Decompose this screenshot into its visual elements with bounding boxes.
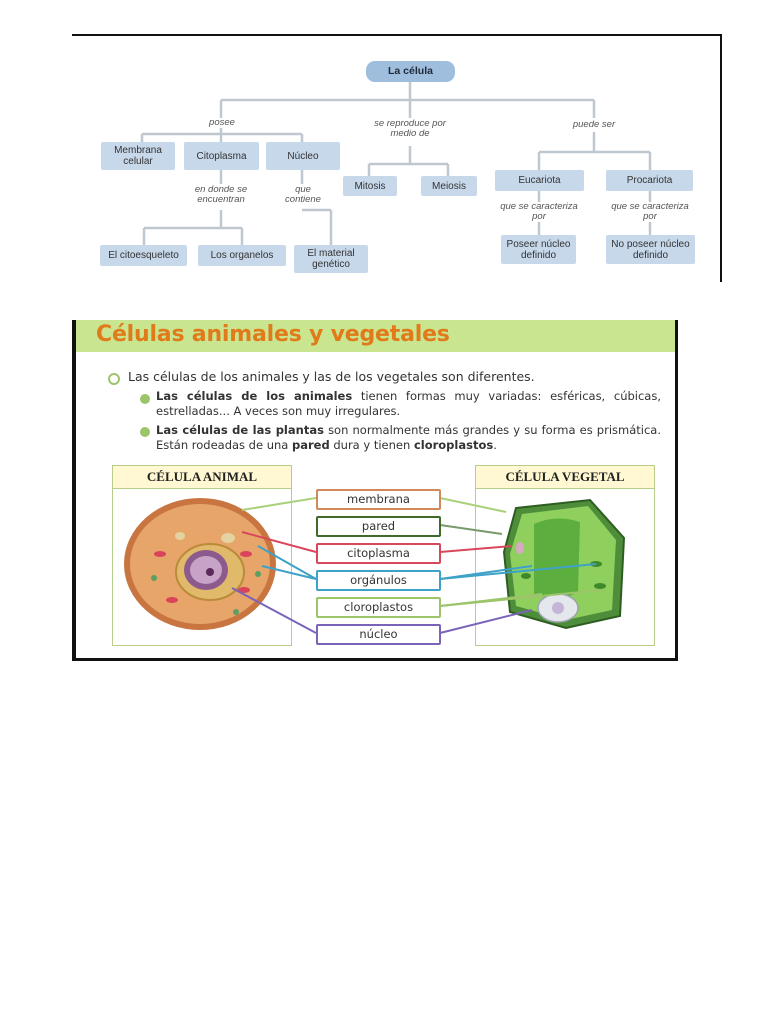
concept-map <box>72 34 724 284</box>
bullet-animals-bold: Las células de los animales <box>156 389 353 403</box>
bullet-plants-end: . <box>493 437 497 452</box>
label-organulos <box>316 570 441 591</box>
label-pared-text: pared <box>361 519 396 533</box>
node-citoplasma: Citoplasma <box>184 142 259 170</box>
node-membrana-celular: Membrana celular <box>101 142 175 170</box>
bullet-plants-text-2: dura y tienen <box>329 437 414 452</box>
link-que-se-caracteriza-1: que se caracteriza por <box>497 202 581 222</box>
label-organulos-text: orgánulos <box>350 573 407 587</box>
link-posee: posee <box>196 118 248 128</box>
cells-panel <box>72 320 678 661</box>
panel-bottom-border <box>72 658 678 661</box>
node-procariota: Procariota <box>606 170 693 191</box>
node-nucleo: Núcleo <box>266 142 340 170</box>
node-poseer-nucleo: Poseer núcleo definido <box>501 235 576 264</box>
label-cloroplastos-text: cloroplastos <box>343 600 414 614</box>
link-que-se-caracteriza-2: que se caracteriza por <box>608 202 692 222</box>
bullet-plants-bold: Las células de las plantas <box>156 423 324 437</box>
node-mitosis: Mitosis <box>343 176 397 196</box>
bullet-plants-text: son normalmente más grandes y su forma es prismática. Están rodeadas de una <box>156 423 662 452</box>
panel-left-border <box>72 320 76 661</box>
animal-cell-header: CÉLULA ANIMAL <box>112 465 292 489</box>
link-puede-ser: puede ser <box>562 120 626 130</box>
node-meiosis: Meiosis <box>421 176 477 196</box>
label-nucleo <box>316 624 441 645</box>
label-citoplasma <box>316 543 441 564</box>
label-membrana <box>316 489 441 510</box>
node-material-genetico: El material genético <box>294 245 368 273</box>
link-que-contiene: que contiene <box>280 185 326 205</box>
panel-intro: Las células de los animales y las de los vegetales son diferentes. <box>128 369 535 384</box>
panel-title: Células animales y vegetales <box>96 322 450 347</box>
link-se-reproduce: se reproduce por medio de <box>372 119 448 139</box>
label-nucleo-text: núcleo <box>359 627 398 641</box>
bullet-animals-text: tienen formas muy variadas: esféricas, cúbicas, estrelladas... A veces son muy irregulares. <box>156 389 661 418</box>
label-cloroplastos <box>316 597 441 618</box>
label-citoplasma-text: citoplasma <box>347 546 410 560</box>
link-en-donde: en donde se encuentran <box>186 185 256 205</box>
bullet-plants-pared: pared <box>292 437 330 452</box>
label-pared <box>316 516 441 537</box>
label-membrana-text: membrana <box>347 492 410 506</box>
node-citoesqueleto: El citoesqueleto <box>100 245 187 266</box>
node-la-celula: La célula <box>366 61 455 82</box>
plant-cell-header: CÉLULA VEGETAL <box>475 465 655 489</box>
node-no-poseer-nucleo: No poseer núcleo definido <box>606 235 695 264</box>
panel-right-border <box>675 320 678 661</box>
node-eucariota: Eucariota <box>495 170 584 191</box>
node-organelos: Los organelos <box>198 245 286 266</box>
bullet-plants-cloroplastos: cloroplastos <box>413 437 494 452</box>
